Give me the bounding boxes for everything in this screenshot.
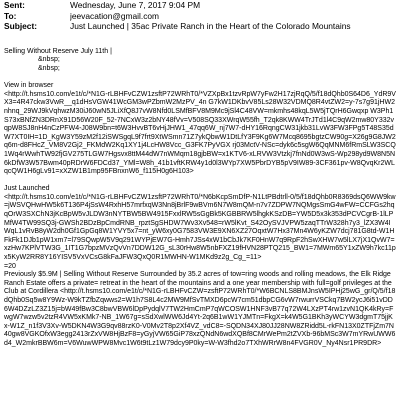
launch-block [4, 185, 396, 348]
encoded-marker: =20 [4, 262, 16, 270]
tracking-link[interactable]: <http://t.hsms10.com/e1t/c/*N1G-rLBHFvCZW1zsftP72WRhT0/*N6bKcpSmDfP-N1LtPBdtrll-0/5/f18dQhb0R8369dsQ6WW9kw=jWSVQHwHW5k6T136P4jSsW4RxhH57mrfxqW3Nn8jBrlF9wBVm6N7W8mQM-n7v7ZDPW7NQMgsSmG4wFW=CCFGs2hqqOrW3SXChN3jKcBpW5vJLDW3nNYTBW5BW4915FxxlRW5sGgBk5KGBBRW5lhgkKSzDB=YW5D5x3k353dPCVCgrB-1lLPMfW4TW99SQ3j-GWSh2BDzBpCmdRNB_rpztSgSHDW7Wv3Xv548=rW5lKvt_S42OySVJVPW5zaqTTrW328h7y3_lZX3W4IWqL1vRvB8yW2dh0Gf1GpGq8W1YVY5x7=nt_yW6xy0G7583VW3E9XN6XZ27OqxtW7Hx37Mn4W6yKZW7dcj781G8td-W1HFkFk1DJb1pW1xm7=l79SQwpW5V9q291WYPjEW7G-Hmh7JSs4xW1bCbJk7KF0HnW7q9RpF2hSwXHW7w5lLX7jX1QvW7=xzHw7KPlVTW3G_1IT1G7bpzMVzQvVn7DDW12G_sL30rHw8W5nbFXZ19fHVN28PTQ215_BW1=7MWm65Y1xZW9h7kc11px5KyW2RR8Y16YISV5VxVCsG8kFaJFW3QxQ0R1MWHN-W1MKd9z2g_Cg_=11> [4, 193, 396, 262]
sell-line: Selling Without Reserve July 11th | [4, 47, 112, 55]
header-to [4, 11, 396, 22]
header-label: To: [4, 10, 17, 21]
browser-block [4, 82, 396, 177]
header-label: Sent: [4, 0, 25, 10]
description-paragraph: Previously $5.9M | Selling Without Reserve Surrounded by 35.2 acres of tow=ring woods and rolling meadows, the Elk Ridge Ranch Estate offers a private= retreat in the heart of the mountains and a one year membership with full=golf privileges at the Club at Cordillera <http://t.hsms10.com/e1t/c/*N1G-rLBHFvCZW=zsftP72WRhT0/*W6BCNLS8BMJnsW5IPHj25wG_gr/Q/5/f18dQhb0Sq5w8Y9Wz-W9kTZfbZqwws2=W1h7S8L4c2MW9MfSvTMXD6pcW7cm51dbpCG6vW7rwurrVSCkq7BW2ycJ6i51vDD6W4DZzLZ3Z15j=bW49fBw3C8bwVBW6lDpPydqlV7TW2HmCmP7qWCOSW1HNF3vB77q72W4LXzPT4rw1zvN1QK4kRy=FwgW7wzw5v2tzR4VW5xKMk7-NB_1W67g=sSdXwlWW6Jd4Yt-2q6B1wW1YJMTn=FkgX=k4W5G1BKh3yWCYW3dgmT75jjKx-W1Z_n1f3V3Xv-W5DKN4W3G9qv88rzK0-V0Mv2T8p2Xf4VZ_vdC8=-SQDN34XJ80JJ28NW8ZRidd5L-rkFN13X0ZTFjZm7N40gw8VGKOfxW3egg2413rZxVW8HjBzF8=yGyjVW65GiP78xzQNdN6wdXQBf8CMrWePm2tZVXb-96bMSc3W7mYRwUWW6d4_W2mkrBBW6m=V6WuwWPW8Mvc1W6t9tLz1W79dcy9P0ky=W-W3fhd2o7TXhWRrW8n4FVGR0V_Ny4Nsr1PR9DR> [4, 271, 396, 347]
just-launched-heading: Just Launched [4, 185, 50, 193]
header-label: Subject: [4, 21, 38, 32]
header-subject [4, 21, 396, 32]
sell-block [4, 48, 396, 74]
nbsp-line: &nbsp; [38, 64, 60, 72]
view-in-browser-link[interactable]: View in browser [4, 82, 54, 90]
email-body [4, 48, 396, 349]
nbsp-line: &nbsp; [38, 56, 60, 64]
header-sent [4, 0, 396, 11]
header-value[interactable]: jeevacation@gmail.com [70, 10, 160, 21]
header-value: Wednesday, June 7, 2017 9:04 PM [70, 0, 201, 10]
header-value: Just Launched | 35ac Private Ranch in the Heart of the Colorado Mountains [70, 21, 351, 32]
tracking-link[interactable]: <http://t.hsms10.com/e1t/c/*N1G-rLBHFvCZW1zsftP72WRhT0/*VZXpBx1tzvRpW7yFw2H17zjRqQ/5/f18dQhb0S64D6_YdR9VX3=4R47ckw3VwR__q1dHsVGW41WcGM3wPZbmW2MzPV_4n G7kW1DKbvV85Ls28W32VDMQ8R4vtZW2=y-7s7g91jHW2nhnq_29WJ9kVqhwzM30iJ60wN5JLiXfQ8J7vW8Nfd0LSMfBFV8M9Mc9jSl4C48VW=mkmhs48kqL5W5jTQrH6Gwqxp W3Ph1S73xBNfZN3DRnX91D56W20F_52-7NCxW3z2bNY48fVv=V508SQ33XWrqW55fh_T2qk8KWW4TrJTd1l4C9qW2mw80Y332vqpW8SJ8nH4nCzPFW4-J08W9bn=t6W3HvvBT6vHjJHW1_47qq6W_nj7W7-dHY16RqngCW31jkb31LvW3FW3FPg5T48S35dW7XT0IH=1D_KgW3Y59zM2f12iSWSgqL9f7frt9XtWSmn71Z7ykQbwW1DtLfY3F9Kg6W7Mcq8695bgtzCW90g=X26g9G8JW2q6m-d8FHcZ_VM8V2Gj2_FKMdW2Kq1XY1j4LcHW8Vcc_G3FK7PyVGX rj03MctV-NSc=dyk6c5sgW6QqMNM6fRmSLW3SCQ1Wq4rWwhTW92fjGV275TLGW7Hgsvx8ttM44dW7nWMqm18gjbBW=x1KTV6-xLRVW3Vtzkj7fnNd0W3wS-Wp298yd9W8N5N6kDfW3W57Bwm40pRDrW6FDCd37_YMl=W8h_41b1vftKRW4y1d0l3WYp7XW5PbrDYB5pV9IW89-3CF361pv-W8QvqKr2WLqcQW1H6gLv91=xXZW1B1mp95FBnxnW6_f115H0g6H103> [4, 90, 396, 176]
email-headers [4, 0, 396, 32]
